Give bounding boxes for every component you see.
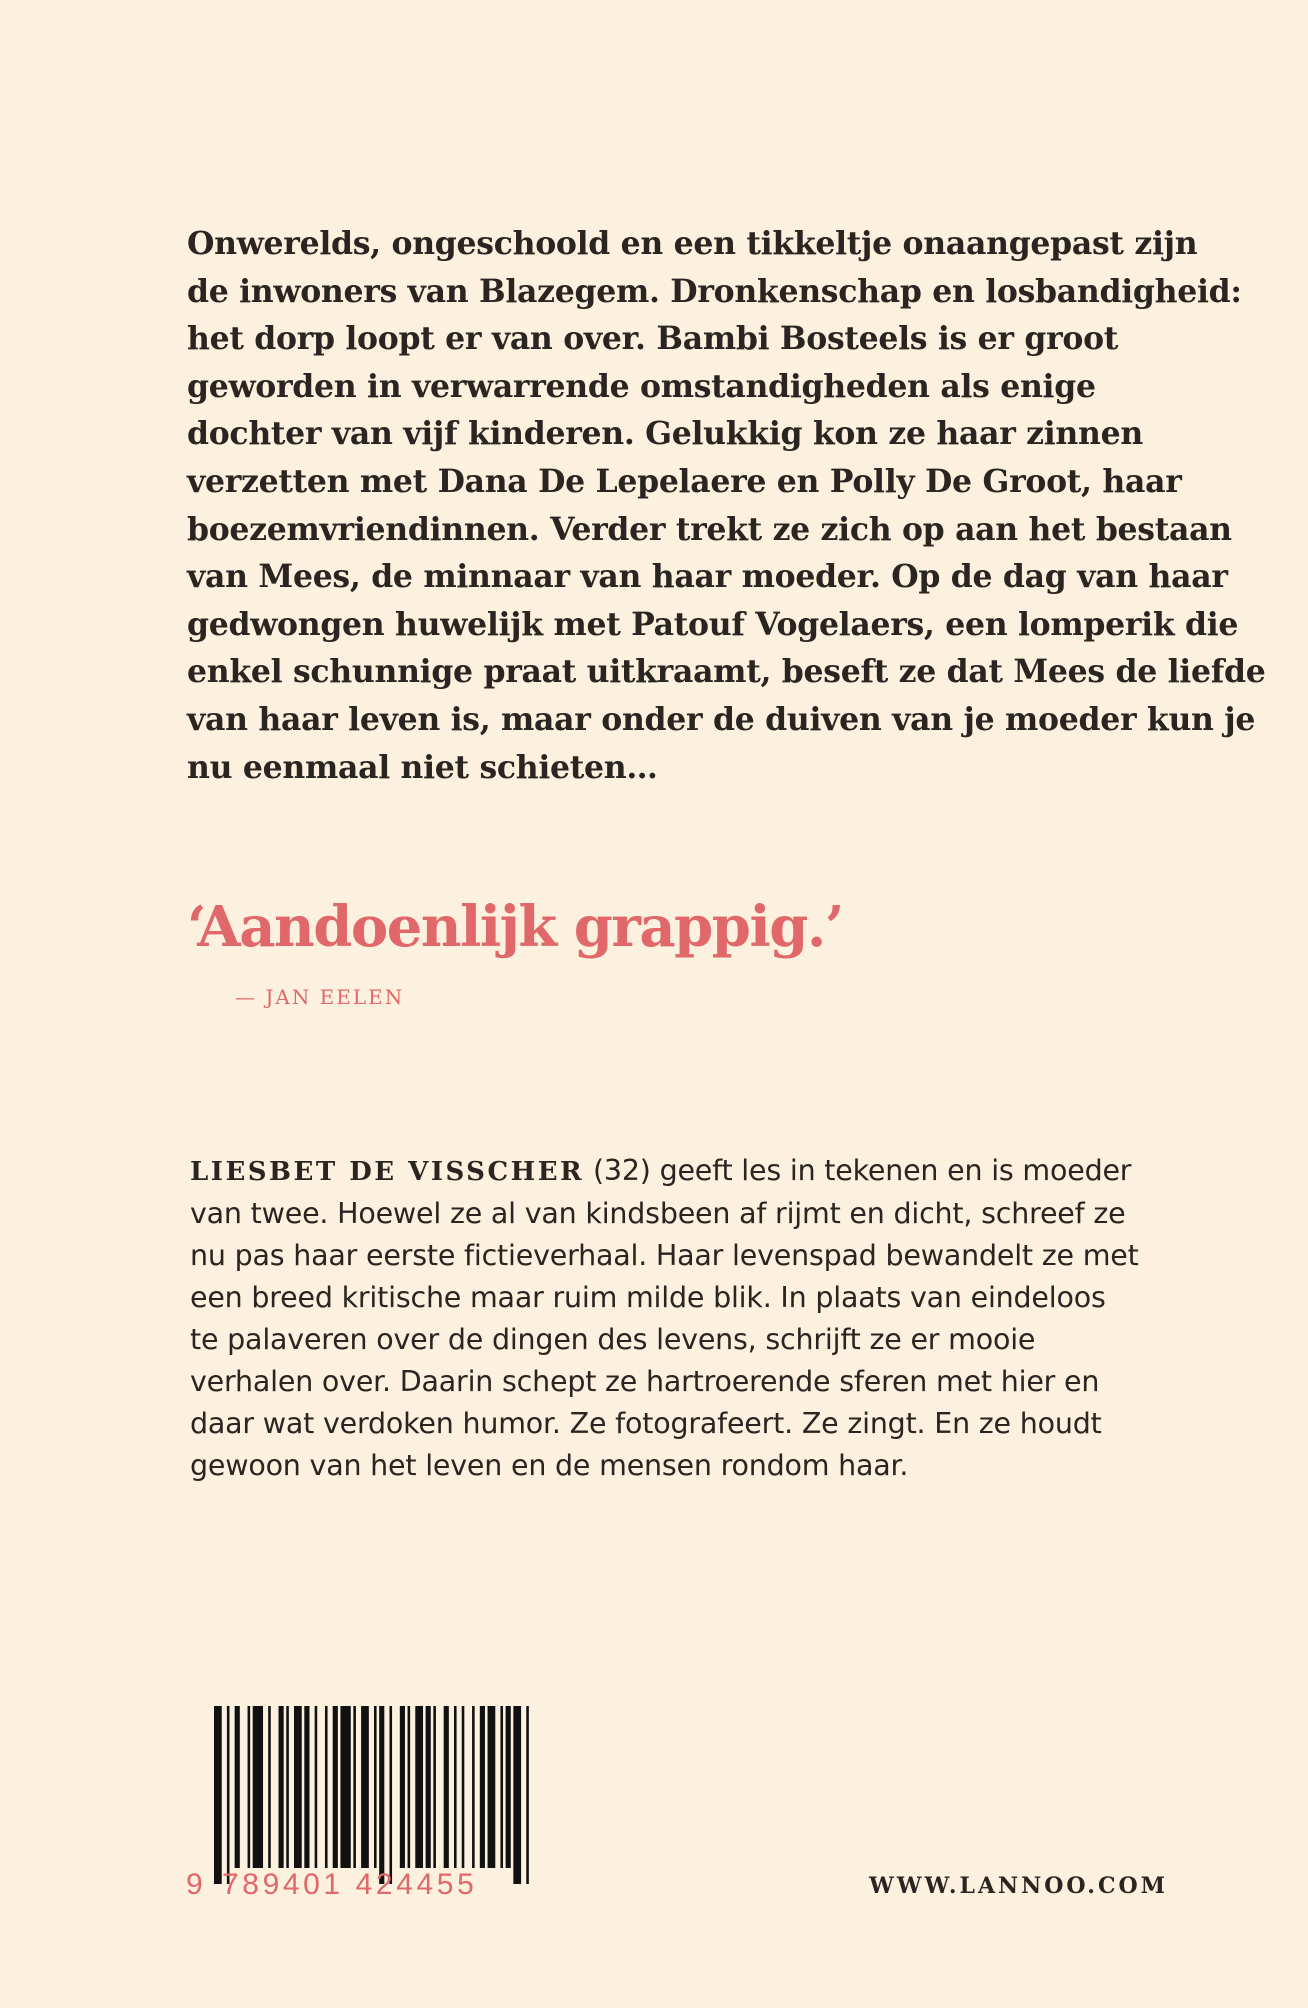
isbn-first-digit: 9 xyxy=(186,1868,207,1901)
barcode-bar xyxy=(353,1706,356,1868)
barcode-bar xyxy=(500,1706,503,1868)
barcode-bar xyxy=(389,1706,392,1884)
blurb-line: boezemvriendinnen. Verder trekt ze zich op aan het bestaan xyxy=(187,510,1232,548)
barcode-bar xyxy=(454,1706,457,1868)
barcode-bar xyxy=(462,1706,465,1868)
bio-first-line xyxy=(190,1150,1190,1193)
blurb-line: enkel schunnige praat uitkraamt, beseft ze dat Mees de liefde xyxy=(187,653,1266,691)
barcode-bar xyxy=(374,1706,377,1868)
blurb-line: Onwerelds, ongeschoold en een tikkeltje onaangepast zijn xyxy=(187,225,1198,262)
barcode-bar xyxy=(214,1706,222,1884)
bio-line: daar wat verdoken humor. Ze fotografeert. Ze zingt. En ze houdt xyxy=(190,1407,1102,1440)
barcode-bar xyxy=(488,1706,496,1868)
barcode-bar xyxy=(480,1706,485,1868)
blurb-line: het dorp loopt er van over. Bambi Bosteels is er groot xyxy=(187,320,1119,358)
author-name: LIESBET DE VISSCHER xyxy=(190,1157,585,1187)
bio-line: verhalen over. Daarin schept ze hartroerende sferen met hier en xyxy=(190,1365,1100,1398)
book-blurb xyxy=(187,220,1266,791)
barcode-bar xyxy=(304,1706,309,1868)
blurb-line: gedwongen huwelijk met Patouf Vogelaers, een lomperik die xyxy=(187,605,1239,643)
barcode-bar xyxy=(325,1706,328,1868)
barcode-bar xyxy=(415,1706,423,1868)
barcode-bar xyxy=(426,1706,431,1868)
blurb-line: de inwoners van Blazegem. Dronkenschap en losbandigheid: xyxy=(187,272,1242,310)
blurb-line: van haar leven is, maar onder de duiven van je moeder kun je xyxy=(187,700,1256,738)
blurb-line: verzetten met Dana De Lepelaere en Polly De Groot, haar xyxy=(187,462,1182,500)
bio-line: gewoon van het leven en de mensen rondom haar. xyxy=(190,1449,909,1482)
isbn-digits: 789401 424455 xyxy=(222,1868,478,1901)
review-quote: ‘Aandoenlijk grappig.’ xyxy=(187,894,843,960)
barcode-bar xyxy=(444,1706,449,1868)
barcode-bar xyxy=(294,1706,302,1868)
barcode-bar xyxy=(315,1706,318,1868)
publisher-website: WWW.LANNOO.COM xyxy=(869,1873,1168,1899)
barcode-bar xyxy=(248,1706,251,1868)
barcode-bar xyxy=(513,1706,521,1884)
barcode-image xyxy=(214,1706,534,1884)
barcode-bar xyxy=(506,1706,511,1868)
bio-first-line-text: (32) geeft les in tekenen en is moeder xyxy=(584,1154,1132,1187)
barcode-bar xyxy=(333,1706,338,1868)
blurb-line: dochter van vijf kinderen. Gelukkig kon ze haar zinnen xyxy=(187,415,1143,453)
barcode-bar xyxy=(472,1706,475,1868)
barcode-bar xyxy=(286,1706,289,1868)
bio-line: van twee. Hoewel ze al van kindsbeen af rijmt en dicht, schreef ze xyxy=(190,1197,1126,1230)
barcode-bar xyxy=(253,1706,263,1868)
barcode-bar xyxy=(361,1706,369,1868)
barcode-bar xyxy=(400,1706,405,1868)
barcode-bar xyxy=(268,1706,271,1868)
isbn-number xyxy=(186,1868,477,1902)
author-bio xyxy=(190,1150,1190,1487)
blurb-line: geworden in verwarrende omstandigheden als enige xyxy=(187,367,1096,405)
barcode-bar xyxy=(408,1706,411,1868)
bio-line: een breed kritische maar ruim milde blik. In plaats van eindeloos xyxy=(190,1281,1106,1314)
blurb-line: nu eenmaal niet schieten… xyxy=(187,748,658,786)
barcode-bar xyxy=(433,1706,436,1868)
review-quote-author: — JAN EELEN xyxy=(235,985,405,1009)
blurb-line: van Mees, de minnaar van haar moeder. Op de dag van haar xyxy=(187,558,1228,596)
barcode-bar xyxy=(235,1706,240,1868)
barcode-bar xyxy=(379,1706,384,1884)
barcode-bar xyxy=(279,1706,284,1868)
barcode-bar xyxy=(526,1706,529,1884)
barcode-bar xyxy=(227,1706,230,1884)
bio-line: nu pas haar eerste fictieverhaal. Haar levenspad bewandelt ze met xyxy=(190,1239,1139,1272)
bio-line: te palaveren over de dingen des levens, schrijft ze er mooie xyxy=(190,1323,1036,1356)
barcode-bar xyxy=(340,1706,350,1868)
